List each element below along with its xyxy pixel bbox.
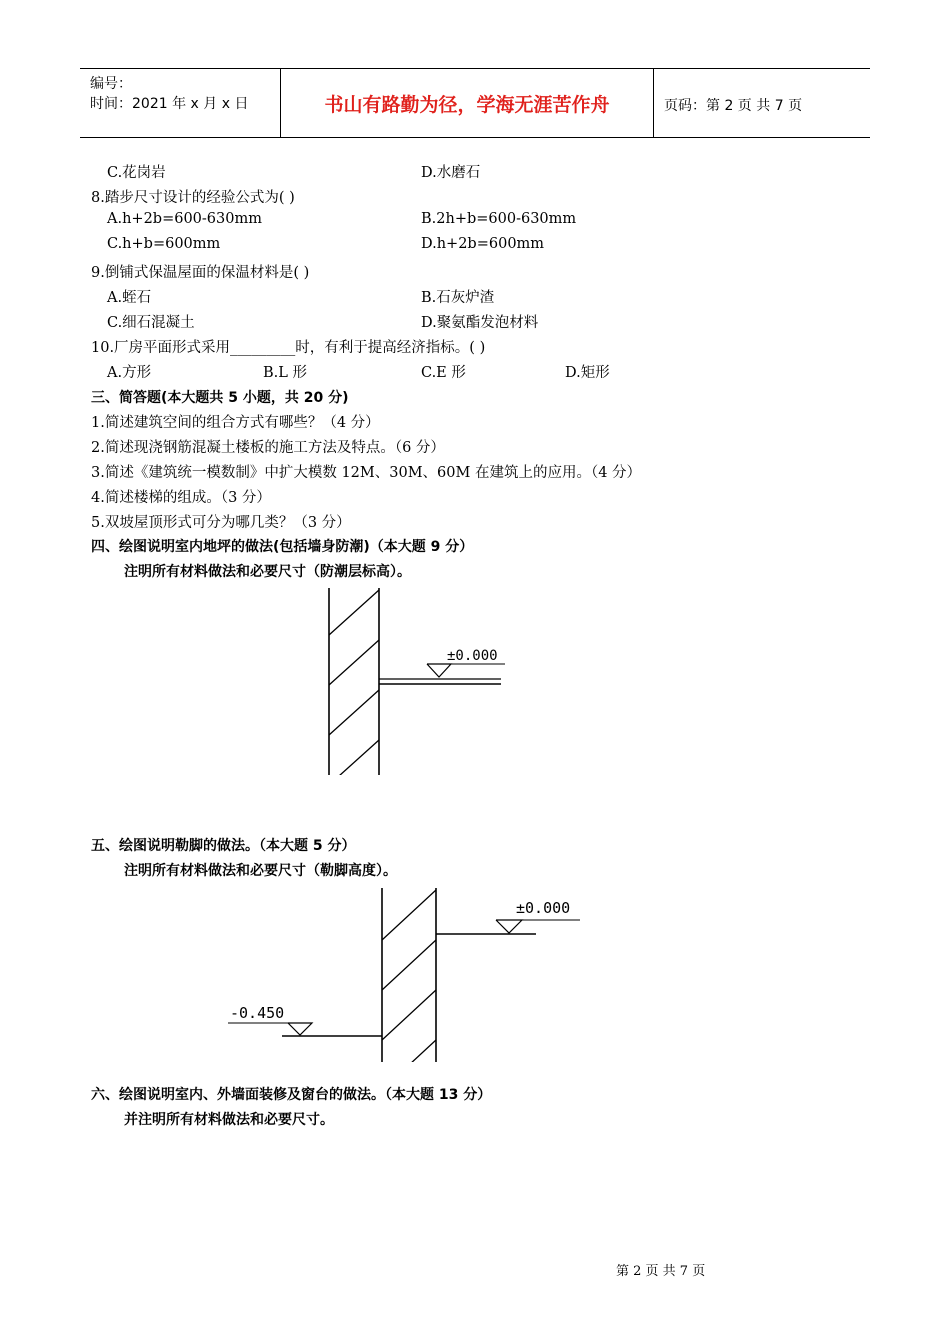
section3-item-2: 2.简述现浇钢筋混凝土楼板的施工方法及特点。（6 分） xyxy=(91,440,445,456)
wall-hatch xyxy=(382,890,436,1070)
section6-note: 并注明所有材料做法和必要尺寸。 xyxy=(124,1112,334,1128)
q8-option-a: A.h+2b=600-630mm xyxy=(107,211,262,227)
time-label: 时间：2021 年 x 月 x 日 xyxy=(90,96,249,112)
section5-title: 五、绘图说明勒脚的做法。（本大题 5 分） xyxy=(91,838,356,854)
section3-title: 三、简答题(本大题共 5 小题，共 20 分) xyxy=(91,390,349,406)
elevation-label-bottom: -0.450 xyxy=(230,1004,285,1022)
elevation-marker-top-icon xyxy=(496,920,522,933)
section3-item-4: 4.简述楼梯的组成。（3 分） xyxy=(91,490,271,506)
elevation-marker-bottom-icon xyxy=(288,1023,312,1035)
q9-option-b: B.石灰炉渣 xyxy=(421,290,495,306)
q8-option-d: D.h+2b=600mm xyxy=(421,236,545,252)
page-header xyxy=(80,68,870,138)
q10-option-c: C.E 形 xyxy=(421,365,466,381)
wall-hatch xyxy=(329,590,379,780)
header-meta xyxy=(80,69,281,137)
q7-option-c: C.花岗岩 xyxy=(107,165,166,181)
q10-option-b: B.L 形 xyxy=(263,365,308,381)
elevation-label-top: ±0.000 xyxy=(516,899,571,917)
section4-title: 四、绘图说明室内地坪的做法(包括墙身防潮)（本大题 9 分） xyxy=(91,539,474,555)
q9-option-c: C.细石混凝土 xyxy=(107,315,195,331)
section3-item-1: 1.简述建筑空间的组合方式有哪些？（4 分） xyxy=(91,415,380,431)
floor-wall-drawing xyxy=(320,585,520,780)
elevation-label: ±0.000 xyxy=(447,648,498,664)
header-motto: 书山有路勤为径，学海无涯苦作舟 xyxy=(281,69,654,137)
q9-stem: 9.倒铺式保温屋面的保温材料是( ) xyxy=(91,265,310,281)
q9-option-d: D.聚氨酯发泡材料 xyxy=(421,315,539,331)
q10-stem: 10.厂房平面形式采用_________时，有利于提高经济指标。( ) xyxy=(91,340,486,356)
q10-option-d: D.矩形 xyxy=(565,365,610,381)
header-page-label: 页码：第 2 页 共 7 页 xyxy=(664,98,803,114)
q8-stem: 8.踏步尺寸设计的经验公式为( ) xyxy=(91,190,295,206)
elevation-marker-icon xyxy=(427,664,451,677)
section5-note: 注明所有材料做法和必要尺寸（勒脚高度）。 xyxy=(124,863,397,879)
q7-option-d: D.水磨石 xyxy=(421,165,481,181)
section3-item-3: 3.简述《建筑统一模数制》中扩大模数 12M、30M、60M 在建筑上的应用。（4 分） xyxy=(91,465,642,481)
section6-title: 六、绘图说明室内、外墙面装修及窗台的做法。（本大题 13 分） xyxy=(91,1087,492,1103)
section4-note: 注明所有材料做法和必要尺寸（防潮层标高）。 xyxy=(124,564,411,580)
page-footer: 第 2 页 共 7 页 xyxy=(616,1264,706,1279)
q9-option-a: A.蛭石 xyxy=(107,290,152,306)
plinth-drawing xyxy=(220,885,590,1070)
section3-item-5: 5.双坡屋顶形式可分为哪几类？（3 分） xyxy=(91,515,351,531)
number-label: 编号： xyxy=(90,76,132,92)
q8-option-c: C.h+b=600mm xyxy=(107,236,221,252)
q10-option-a: A.方形 xyxy=(107,365,152,381)
q8-option-b: B.2h+b=600-630mm xyxy=(421,211,577,227)
